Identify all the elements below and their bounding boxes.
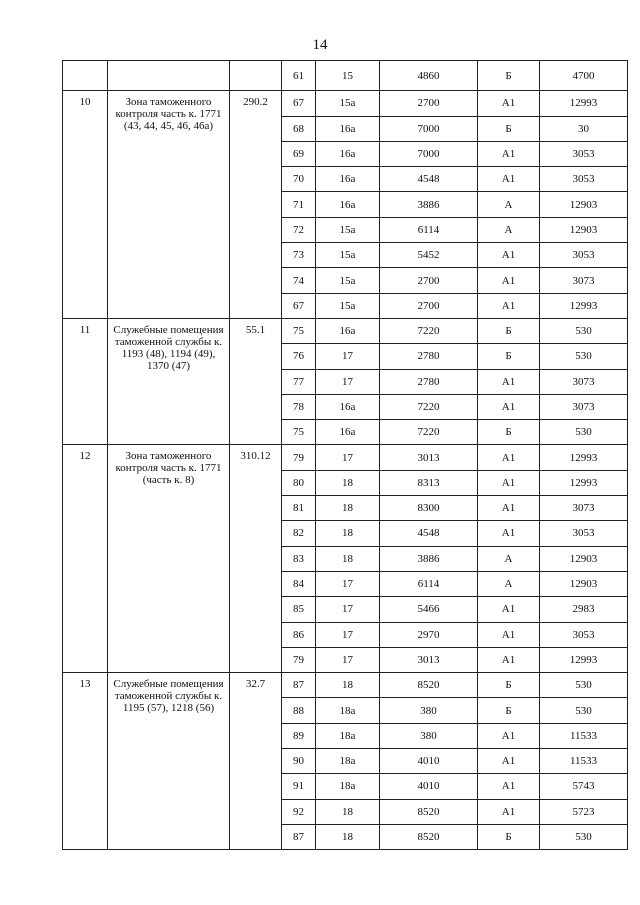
point-ref: 18 xyxy=(316,824,380,849)
point-number: 87 xyxy=(282,673,316,698)
code-value: 3053 xyxy=(540,521,628,546)
code-value: 12993 xyxy=(540,445,628,470)
zone-name: Зона таможенного контроля часть к. 1771 (43, 44, 45, 46, 46а) xyxy=(108,91,230,319)
point-ref: 18а xyxy=(316,723,380,748)
class-value: А1 xyxy=(478,597,540,622)
distance-value: 2700 xyxy=(380,293,478,318)
distance-value: 7220 xyxy=(380,394,478,419)
area-value: 290.2 xyxy=(230,91,282,319)
group-number: 13 xyxy=(63,673,108,850)
distance-value: 6114 xyxy=(380,217,478,242)
code-value: 530 xyxy=(540,344,628,369)
point-number: 70 xyxy=(282,167,316,192)
distance-value: 3886 xyxy=(380,192,478,217)
group-number: 12 xyxy=(63,445,108,673)
point-number: 77 xyxy=(282,369,316,394)
point-number: 90 xyxy=(282,749,316,774)
distance-value: 6114 xyxy=(380,571,478,596)
point-number: 67 xyxy=(282,91,316,116)
code-value: 3073 xyxy=(540,394,628,419)
code-value: 530 xyxy=(540,318,628,343)
point-ref: 17 xyxy=(316,622,380,647)
zone-name: Служебные помещения таможенной службы к. 1193 (48), 1194 (49), 1370 (47) xyxy=(108,318,230,444)
table-row xyxy=(63,445,628,470)
class-value: А1 xyxy=(478,141,540,166)
class-value: А1 xyxy=(478,799,540,824)
area-value: 32.7 xyxy=(230,673,282,850)
point-ref: 15а xyxy=(316,268,380,293)
distance-value: 8520 xyxy=(380,799,478,824)
point-ref: 16а xyxy=(316,318,380,343)
point-ref: 18а xyxy=(316,774,380,799)
distance-value: 380 xyxy=(380,698,478,723)
distance-value: 7220 xyxy=(380,420,478,445)
table-row xyxy=(63,91,628,116)
class-value: А1 xyxy=(478,293,540,318)
class-value: Б xyxy=(478,420,540,445)
point-number: 61 xyxy=(282,61,316,91)
code-value: 2983 xyxy=(540,597,628,622)
point-number: 91 xyxy=(282,774,316,799)
class-value: Б xyxy=(478,673,540,698)
point-ref: 18 xyxy=(316,521,380,546)
distance-value: 3013 xyxy=(380,445,478,470)
point-ref: 17 xyxy=(316,369,380,394)
class-value: А xyxy=(478,192,540,217)
code-value: 3073 xyxy=(540,369,628,394)
distance-value: 7220 xyxy=(380,318,478,343)
point-ref: 16а xyxy=(316,420,380,445)
point-number: 76 xyxy=(282,344,316,369)
distance-value: 2780 xyxy=(380,369,478,394)
point-ref: 15а xyxy=(316,217,380,242)
class-value: А1 xyxy=(478,445,540,470)
distance-value: 7000 xyxy=(380,141,478,166)
code-value: 12903 xyxy=(540,217,628,242)
code-value: 5723 xyxy=(540,799,628,824)
point-number: 67 xyxy=(282,293,316,318)
point-ref: 15 xyxy=(316,61,380,91)
distance-value: 3886 xyxy=(380,546,478,571)
point-number: 83 xyxy=(282,546,316,571)
point-number: 85 xyxy=(282,597,316,622)
code-value: 12903 xyxy=(540,192,628,217)
code-value: 3053 xyxy=(540,243,628,268)
code-value: 11533 xyxy=(540,749,628,774)
distance-value: 4548 xyxy=(380,521,478,546)
point-ref: 17 xyxy=(316,597,380,622)
class-value: А1 xyxy=(478,774,540,799)
class-value: Б xyxy=(478,344,540,369)
coordinates-table xyxy=(62,60,628,850)
table-body xyxy=(63,61,628,850)
point-ref: 18а xyxy=(316,749,380,774)
code-value: 12903 xyxy=(540,546,628,571)
table-row xyxy=(63,318,628,343)
point-number: 92 xyxy=(282,799,316,824)
code-value: 11533 xyxy=(540,723,628,748)
code-value: 530 xyxy=(540,420,628,445)
code-value: 3053 xyxy=(540,141,628,166)
point-ref: 17 xyxy=(316,647,380,672)
class-value: Б xyxy=(478,824,540,849)
class-value: А1 xyxy=(478,91,540,116)
point-ref: 17 xyxy=(316,445,380,470)
point-ref: 18 xyxy=(316,673,380,698)
group-number: 10 xyxy=(63,91,108,319)
point-number: 87 xyxy=(282,824,316,849)
group-number: 11 xyxy=(63,318,108,444)
point-number: 81 xyxy=(282,496,316,521)
class-value: А1 xyxy=(478,243,540,268)
point-number: 69 xyxy=(282,141,316,166)
distance-value: 8300 xyxy=(380,496,478,521)
distance-value: 2970 xyxy=(380,622,478,647)
point-ref: 16а xyxy=(316,141,380,166)
code-value: 530 xyxy=(540,698,628,723)
class-value: А xyxy=(478,217,540,242)
point-ref: 18 xyxy=(316,470,380,495)
code-value: 3073 xyxy=(540,496,628,521)
class-value: А1 xyxy=(478,268,540,293)
distance-value: 4548 xyxy=(380,167,478,192)
class-value: А1 xyxy=(478,394,540,419)
point-ref: 15а xyxy=(316,243,380,268)
distance-value: 2700 xyxy=(380,268,478,293)
point-number: 68 xyxy=(282,116,316,141)
area-value xyxy=(230,61,282,91)
point-ref: 16а xyxy=(316,394,380,419)
point-ref: 16а xyxy=(316,192,380,217)
distance-value: 8520 xyxy=(380,673,478,698)
class-value: А xyxy=(478,546,540,571)
class-value: А1 xyxy=(478,749,540,774)
code-value: 3053 xyxy=(540,622,628,647)
distance-value: 2780 xyxy=(380,344,478,369)
class-value: А1 xyxy=(478,470,540,495)
class-value: А1 xyxy=(478,622,540,647)
distance-value: 8313 xyxy=(380,470,478,495)
distance-value: 5466 xyxy=(380,597,478,622)
distance-value: 2700 xyxy=(380,91,478,116)
point-ref: 18 xyxy=(316,799,380,824)
point-number: 75 xyxy=(282,318,316,343)
class-value: А1 xyxy=(478,496,540,521)
point-number: 84 xyxy=(282,571,316,596)
point-number: 88 xyxy=(282,698,316,723)
code-value: 12993 xyxy=(540,91,628,116)
distance-value: 8520 xyxy=(380,824,478,849)
zone-name: Служебные помещения таможенной службы к. 1195 (57), 1218 (56) xyxy=(108,673,230,850)
point-number: 78 xyxy=(282,394,316,419)
distance-value: 380 xyxy=(380,723,478,748)
point-number: 80 xyxy=(282,470,316,495)
point-number: 82 xyxy=(282,521,316,546)
code-value: 12903 xyxy=(540,571,628,596)
point-ref: 15а xyxy=(316,293,380,318)
class-value: А1 xyxy=(478,647,540,672)
code-value: 5743 xyxy=(540,774,628,799)
distance-value: 4010 xyxy=(380,774,478,799)
class-value: А1 xyxy=(478,369,540,394)
code-value: 12993 xyxy=(540,647,628,672)
point-ref: 18 xyxy=(316,546,380,571)
point-ref: 16а xyxy=(316,116,380,141)
point-ref: 15а xyxy=(316,91,380,116)
area-value: 310.12 xyxy=(230,445,282,673)
point-number: 86 xyxy=(282,622,316,647)
point-number: 72 xyxy=(282,217,316,242)
group-number xyxy=(63,61,108,91)
code-value: 12993 xyxy=(540,293,628,318)
table-row xyxy=(63,61,628,91)
point-number: 89 xyxy=(282,723,316,748)
point-number: 73 xyxy=(282,243,316,268)
table-row xyxy=(63,673,628,698)
class-value: Б xyxy=(478,116,540,141)
code-value: 3053 xyxy=(540,167,628,192)
point-number: 79 xyxy=(282,445,316,470)
zone-name: Зона таможенного контроля часть к. 1771 (часть к. 8) xyxy=(108,445,230,673)
distance-value: 5452 xyxy=(380,243,478,268)
point-number: 79 xyxy=(282,647,316,672)
code-value: 530 xyxy=(540,824,628,849)
distance-value: 4860 xyxy=(380,61,478,91)
class-value: А1 xyxy=(478,723,540,748)
code-value: 30 xyxy=(540,116,628,141)
point-number: 74 xyxy=(282,268,316,293)
zone-name xyxy=(108,61,230,91)
point-ref: 18 xyxy=(316,496,380,521)
code-value: 530 xyxy=(540,673,628,698)
code-value: 3073 xyxy=(540,268,628,293)
point-ref: 16а xyxy=(316,167,380,192)
area-value: 55.1 xyxy=(230,318,282,444)
class-value: Б xyxy=(478,698,540,723)
distance-value: 4010 xyxy=(380,749,478,774)
point-number: 75 xyxy=(282,420,316,445)
point-ref: 17 xyxy=(316,344,380,369)
class-value: А xyxy=(478,571,540,596)
point-ref: 18а xyxy=(316,698,380,723)
distance-value: 3013 xyxy=(380,647,478,672)
class-value: А1 xyxy=(478,521,540,546)
point-number: 71 xyxy=(282,192,316,217)
class-value: А1 xyxy=(478,167,540,192)
class-value: Б xyxy=(478,318,540,343)
page-number: 14 xyxy=(312,37,328,53)
code-value: 4700 xyxy=(540,61,628,91)
class-value: Б xyxy=(478,61,540,91)
distance-value: 7000 xyxy=(380,116,478,141)
point-ref: 17 xyxy=(316,571,380,596)
code-value: 12993 xyxy=(540,470,628,495)
